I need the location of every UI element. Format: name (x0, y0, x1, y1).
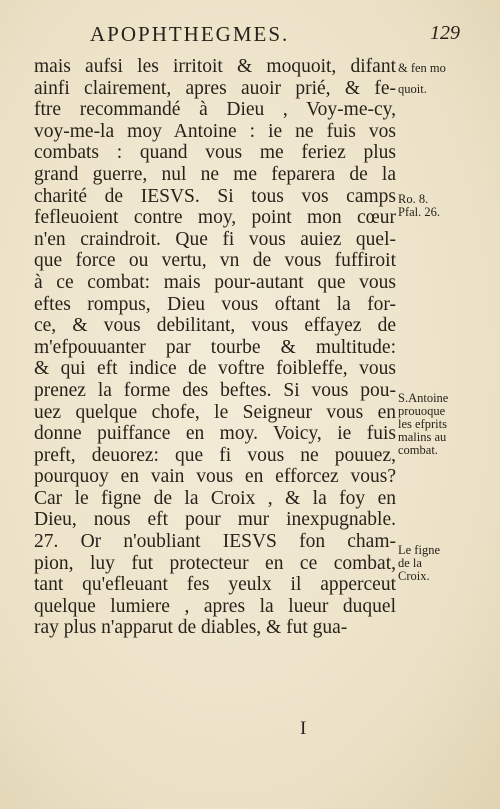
text-line: Car le figne de la Croix , & la foy en (34, 487, 396, 509)
text-line: Dieu, nous eft pour mur inexpugnable. (34, 509, 396, 531)
text-line: & qui eft indice de voftre foibleffe, vous (34, 358, 396, 380)
margin-note-summary (398, 392, 448, 457)
margin-note-line: Pfal. 26. (398, 205, 441, 219)
text-line: ftre recommandé à Dieu , Voy-me-cy, (34, 99, 396, 121)
text-line: n'en craindroit. Que fi vous auiez quel- (34, 228, 396, 250)
margin-note (398, 83, 427, 96)
text-line: tant qu'efleuant fes yeulx il apperceut (34, 574, 396, 596)
text-line: ray plus n'apparut de diables, & fut gua- (34, 617, 348, 639)
text-line: ce, & vous debilitant, vous effayez de (34, 315, 396, 337)
text-line: prenez la forme des beftes. Si vous pou- (34, 379, 396, 401)
running-title: APOPHTHEGMES. (90, 22, 290, 46)
margin-note-line: prouoque (398, 404, 446, 418)
text-line: uez quelque chofe, le Seigneur vous en (34, 401, 396, 423)
text-line: pion, luy fut protecteur en ce combat, (34, 552, 396, 574)
margin-note-line: S.Antoine (398, 391, 449, 405)
text-line: voy-me-la moy Antoine : ie ne fuis vos (34, 120, 396, 142)
page-header (90, 22, 460, 48)
margin-note-line: combat. (398, 443, 438, 457)
text-line: 27. Or n'oubliant IESVS fon cham- (34, 531, 396, 553)
text-line: m'efpouuanter par tourbe & multitude: (34, 336, 396, 358)
margin-note-reference (398, 193, 440, 219)
text-line: fefleuoient contre moy, point mon cœur (34, 207, 396, 229)
text-line: quelque lumiere , apres la lueur duquel (34, 595, 396, 617)
margin-note-line: les efprits (398, 417, 447, 431)
text-line: eftes rompus, Dieu vous oftant la for- (34, 293, 396, 315)
text-line: pourquoy en vain vous en efforcez vous? (34, 466, 396, 488)
page-number: 129 (430, 22, 460, 44)
margin-note-line: malins au (398, 430, 447, 444)
margin-note (398, 62, 446, 75)
margin-note-line: de la (398, 556, 422, 570)
text-line: grand guerre, nul ne me feparera de la (34, 163, 396, 185)
text-line: donne puiffance en moy. Voicy, ie fuis (34, 423, 396, 445)
text-line: ainfi clairement, apres auoir prié, & fe- (34, 77, 396, 99)
text-line: charité de IESVS. Si tous vos camps (34, 185, 396, 207)
catchword: I (300, 718, 307, 739)
margin-note-line: quoit. (398, 82, 427, 96)
margin-note-summary (398, 544, 440, 583)
margin-note-line: Ro. 8. (398, 192, 429, 206)
margin-note-line: & fen mo (398, 61, 446, 75)
text-line: que force ou vertu, vn de vous fuffiroit (34, 250, 396, 272)
text-line: à ce combat: mais pour-autant que vous (34, 271, 396, 293)
text-line: combats : quand vous me feriez plus (34, 142, 396, 164)
text-line: preft, deuorez: que fi vous ne pouuez, (34, 444, 396, 466)
margin-note-line: Le figne (398, 543, 440, 557)
margin-note-line: Croix. (398, 569, 430, 583)
text-line: mais aufsi les irritoit & moquoit, difant (34, 56, 396, 77)
body-text (34, 56, 396, 639)
